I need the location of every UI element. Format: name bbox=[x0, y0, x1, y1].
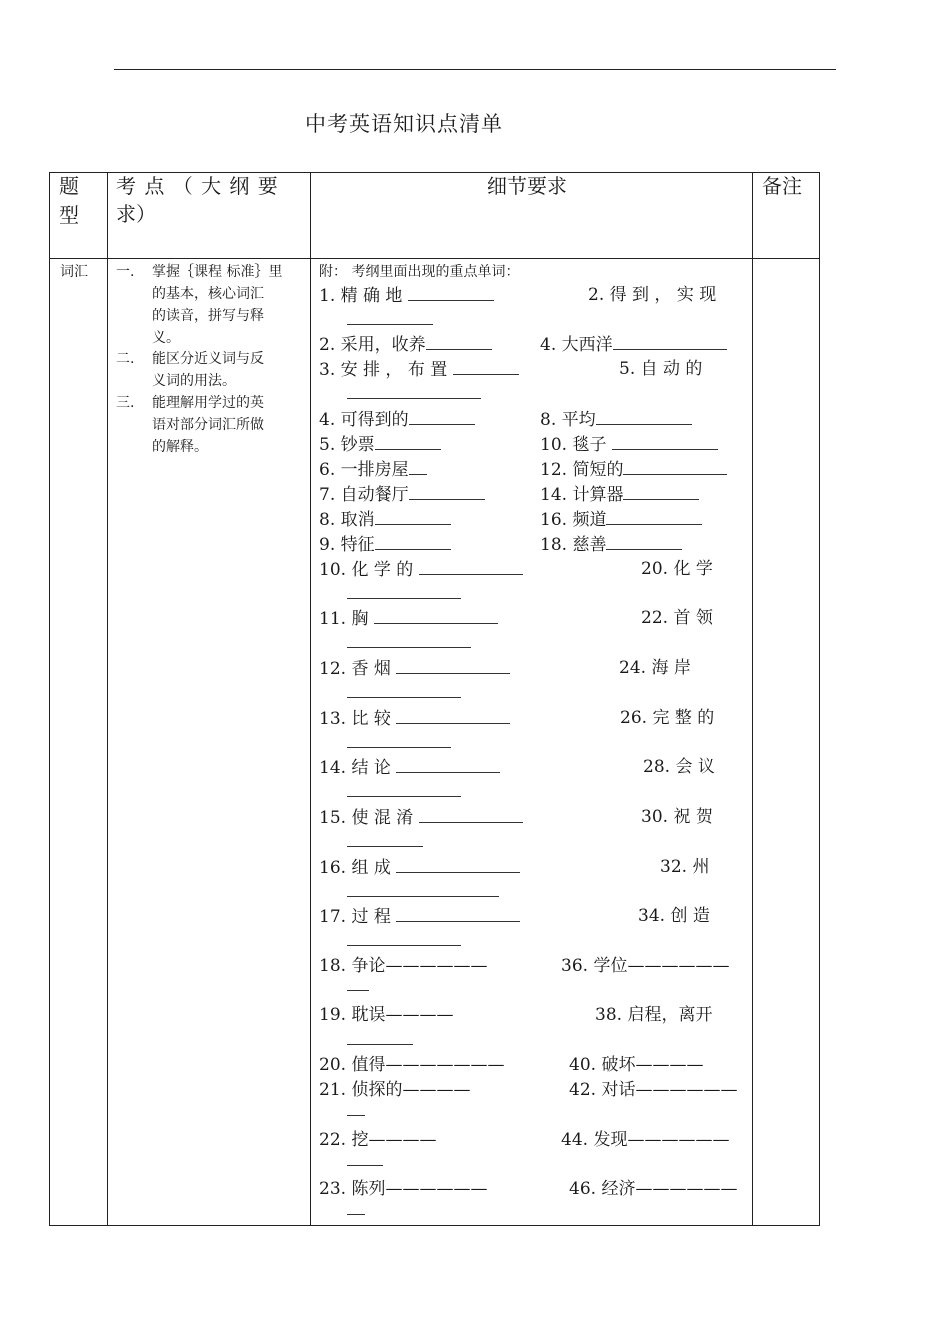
word-item bbox=[347, 381, 481, 406]
point-number: 一. bbox=[116, 264, 135, 280]
word-item bbox=[561, 954, 729, 978]
word-label: 1. 精 确 地 bbox=[319, 286, 403, 306]
word-label: 15. 使 混 淆 bbox=[319, 808, 414, 828]
word-label: 10. 毯子 bbox=[540, 435, 607, 455]
word-label: 10. 化 学 的 bbox=[319, 560, 414, 580]
word-item bbox=[641, 606, 713, 630]
point-number: 二. bbox=[116, 351, 135, 367]
word-label: 19. 耽误———— bbox=[319, 1005, 454, 1025]
word-item bbox=[347, 879, 499, 904]
word-item bbox=[319, 805, 523, 830]
word-item bbox=[347, 928, 461, 953]
answer-blank bbox=[606, 507, 702, 525]
word-label: 4. 大西洋 bbox=[540, 335, 613, 355]
word-label: 24. 海 岸 bbox=[619, 658, 691, 678]
word-item bbox=[660, 855, 709, 879]
col-line-1 bbox=[49, 172, 50, 1226]
word-item bbox=[641, 805, 713, 829]
word-label: 44. 发现—————— bbox=[561, 1130, 730, 1150]
answer-blank bbox=[606, 532, 682, 550]
word-label: 2. 得 到 ， 实 现 bbox=[588, 285, 717, 305]
point-line: 的读音，拼写与释 bbox=[152, 308, 264, 324]
word-item bbox=[347, 680, 461, 705]
word-label: 2. 采用，收养 bbox=[319, 335, 426, 355]
answer-blank bbox=[347, 680, 461, 698]
word-item bbox=[347, 829, 423, 854]
word-label: 34. 创 造 bbox=[638, 906, 710, 926]
col-line-5 bbox=[819, 172, 820, 1226]
answer-blank bbox=[396, 706, 510, 724]
word-item bbox=[569, 1177, 737, 1201]
point-line: 义。 bbox=[152, 330, 180, 346]
answer-blank bbox=[596, 407, 692, 425]
answer-blank bbox=[347, 990, 369, 991]
word-item bbox=[347, 1027, 413, 1052]
point-line: 语对部分词汇所做 bbox=[152, 417, 264, 433]
word-label: 16. 组 成 bbox=[319, 858, 391, 878]
point-line: 能理解用学过的英 bbox=[152, 395, 264, 411]
word-item bbox=[319, 606, 498, 631]
word-item bbox=[319, 507, 451, 532]
word-label: 3. 安 排 ， 布 置 bbox=[319, 360, 448, 380]
answer-blank bbox=[347, 1115, 365, 1116]
word-item bbox=[319, 557, 523, 582]
word-label: 40. 破坏———— bbox=[569, 1055, 704, 1075]
answer-blank bbox=[347, 829, 423, 847]
word-label: 21. 侦探的———— bbox=[319, 1080, 471, 1100]
word-label: 26. 完 整 的 bbox=[620, 708, 715, 728]
answer-blank bbox=[419, 557, 523, 575]
answer-blank bbox=[347, 381, 481, 399]
word-item bbox=[319, 954, 487, 978]
answer-blank bbox=[396, 755, 500, 773]
word-label: 42. 对话—————— bbox=[569, 1080, 738, 1100]
word-item bbox=[561, 1128, 729, 1152]
word-item bbox=[319, 1078, 470, 1102]
word-item bbox=[540, 532, 682, 557]
word-item bbox=[319, 332, 492, 357]
word-label: 6. 一排房屋 bbox=[319, 460, 409, 480]
point-line: 掌握｛课程 标准｝里 bbox=[152, 264, 283, 280]
word-label: 12. 简短的 bbox=[540, 460, 624, 480]
word-label: 23. 陈列—————— bbox=[319, 1179, 488, 1199]
header-points-line2: 求） bbox=[116, 202, 156, 226]
word-item bbox=[540, 482, 699, 507]
word-label: 4. 可得到的 bbox=[319, 410, 409, 430]
answer-blank bbox=[347, 879, 499, 897]
table-border-bottom bbox=[49, 1225, 820, 1226]
word-item bbox=[319, 457, 427, 482]
word-item bbox=[319, 532, 451, 557]
word-label: 18. 慈善 bbox=[540, 535, 607, 555]
page-title: 中考英语知识点清单 bbox=[305, 112, 503, 136]
answer-blank bbox=[409, 457, 427, 475]
word-label: 22. 首 领 bbox=[641, 608, 713, 628]
word-item bbox=[619, 357, 702, 381]
col-line-3 bbox=[310, 172, 311, 1226]
answer-blank bbox=[347, 928, 461, 946]
row-type: 词汇 bbox=[60, 264, 88, 280]
answer-blank bbox=[347, 1214, 365, 1215]
word-item bbox=[540, 332, 727, 357]
word-label: 5. 自 动 的 bbox=[619, 359, 703, 379]
word-label: 11. 胸 bbox=[319, 609, 369, 629]
point-number: 三. bbox=[116, 395, 135, 411]
answer-blank bbox=[347, 630, 471, 648]
word-item bbox=[619, 656, 691, 680]
point-line: 的解释。 bbox=[152, 439, 208, 455]
word-item bbox=[588, 283, 716, 307]
word-item bbox=[319, 283, 494, 308]
word-label: 18. 争论—————— bbox=[319, 956, 488, 976]
answer-blank bbox=[347, 779, 461, 797]
word-label: 16. 频道 bbox=[540, 510, 607, 530]
word-item bbox=[319, 1053, 504, 1077]
answer-blank bbox=[347, 1027, 413, 1045]
point-line: 能区分近义词与反 bbox=[152, 351, 264, 367]
header-divider bbox=[49, 258, 820, 259]
answer-blank bbox=[396, 904, 520, 922]
word-item bbox=[319, 482, 485, 507]
col-line-4 bbox=[752, 172, 753, 1226]
word-item bbox=[540, 507, 702, 532]
word-item bbox=[347, 779, 461, 804]
word-label: 14. 结 论 bbox=[319, 758, 391, 778]
word-label: 20. 化 学 bbox=[641, 559, 713, 579]
answer-blank bbox=[613, 332, 727, 350]
answer-blank bbox=[396, 656, 510, 674]
word-label: 30. 祝 贺 bbox=[641, 807, 713, 827]
word-item bbox=[319, 357, 519, 382]
word-item bbox=[569, 1078, 737, 1102]
word-item bbox=[319, 432, 441, 457]
answer-blank bbox=[623, 457, 727, 475]
answer-blank bbox=[347, 1165, 383, 1166]
header-notes: 备注 bbox=[762, 174, 802, 198]
word-item bbox=[319, 755, 500, 780]
word-item bbox=[540, 407, 692, 432]
answer-blank bbox=[375, 432, 441, 450]
answer-blank bbox=[408, 283, 494, 301]
answer-blank bbox=[374, 606, 498, 624]
header-type: 题型 bbox=[59, 174, 79, 227]
word-label: 9. 特征 bbox=[319, 535, 375, 555]
word-item bbox=[319, 1128, 436, 1152]
answer-blank bbox=[347, 581, 461, 599]
top-rule bbox=[114, 69, 836, 70]
header-details: 细节要求 bbox=[487, 174, 567, 198]
answer-blank bbox=[375, 507, 451, 525]
word-item bbox=[569, 1053, 703, 1077]
word-item bbox=[319, 656, 510, 681]
word-label: 7. 自动餐厅 bbox=[319, 485, 409, 505]
word-label: 36. 学位—————— bbox=[561, 956, 730, 976]
word-label: 5. 钞票 bbox=[319, 435, 375, 455]
answer-blank bbox=[623, 482, 699, 500]
word-label: 12. 香 烟 bbox=[319, 659, 391, 679]
word-label: 20. 值得——————— bbox=[319, 1055, 505, 1075]
word-label: 32. 州 bbox=[660, 857, 710, 877]
word-label: 17. 过 程 bbox=[319, 907, 391, 927]
word-item bbox=[319, 855, 520, 880]
word-label: 38. 启程，离开 bbox=[595, 1005, 713, 1025]
word-item bbox=[643, 755, 715, 779]
word-item bbox=[540, 457, 727, 482]
answer-blank bbox=[347, 730, 451, 748]
word-item bbox=[319, 1177, 487, 1201]
answer-blank bbox=[426, 332, 492, 350]
answer-blank bbox=[375, 532, 451, 550]
word-item bbox=[540, 432, 718, 457]
word-item bbox=[347, 307, 433, 332]
header-points-line1: 考 点 （ 大 纲 要 bbox=[116, 174, 279, 198]
word-item bbox=[319, 407, 475, 432]
word-item bbox=[347, 581, 461, 606]
word-item bbox=[595, 1003, 712, 1027]
word-item bbox=[347, 630, 471, 655]
word-item bbox=[347, 730, 451, 755]
word-label: 13. 比 较 bbox=[319, 709, 391, 729]
word-label: 46. 经济—————— bbox=[569, 1179, 738, 1199]
word-item bbox=[319, 904, 520, 929]
answer-blank bbox=[419, 805, 523, 823]
col-line-2 bbox=[107, 172, 108, 1226]
details-intro: 附： 考纲里面出现的重点单词： bbox=[319, 264, 520, 280]
word-item bbox=[319, 1003, 453, 1027]
answer-blank bbox=[409, 482, 485, 500]
answer-blank bbox=[453, 357, 519, 375]
word-item bbox=[319, 706, 510, 731]
word-item bbox=[638, 904, 710, 928]
point-line: 的基本，核心词汇 bbox=[152, 286, 264, 302]
word-item bbox=[620, 706, 714, 730]
word-label: 8. 平均 bbox=[540, 410, 596, 430]
word-label: 8. 取消 bbox=[319, 510, 375, 530]
word-label: 14. 计算器 bbox=[540, 485, 624, 505]
answer-blank bbox=[347, 307, 433, 325]
word-item bbox=[641, 557, 713, 581]
word-label: 28. 会 议 bbox=[643, 757, 715, 777]
answer-blank bbox=[612, 432, 718, 450]
point-line: 义词的用法。 bbox=[152, 373, 236, 389]
answer-blank bbox=[396, 855, 520, 873]
word-label: 22. 挖———— bbox=[319, 1130, 437, 1150]
answer-blank bbox=[409, 407, 475, 425]
